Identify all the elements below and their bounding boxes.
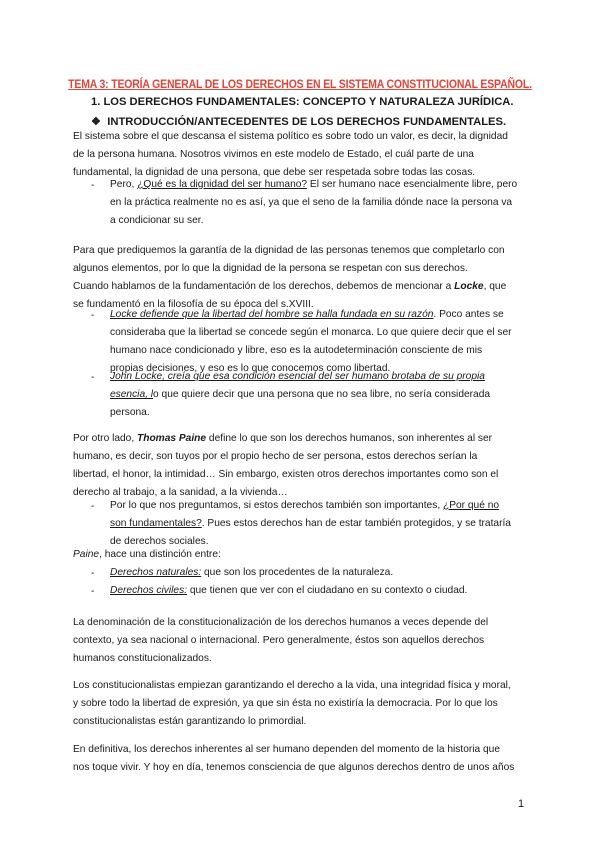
paragraph-paine: Por otro lado, Thomas Paine define lo que son los derechos humanos, son inherentes al ser humano, es decir, son tuyos por el propio hecho de ser persona, estos derechos serían la libertad, el honor, la intimidad… Sin embargo, existen otros derechos importantes como son el derecho al trabajo, a la sanidad, a la vivienda… <box>73 433 499 498</box>
dash-bullet: - <box>91 586 95 597</box>
bullet-locke-freedom: Locke defiende que la libertad del hombre se halla fundada en su razón. Poco antes se consideraba que la libertad se concede según el monarca. Lo que quiere decir que el ser humano nace condicionado y libre, eso es la autodeterminación consciente de mis propias decisiones, y eso es lo que conocemos como libertad. <box>110 309 512 374</box>
paragraph-1: El sistema sobre el que descansa el sistema político es sobre todo un valor, es decir, la dignidad de la persona humana. Nosotros vivimos en este modelo de Estado, el cuál parte de una fundamental, la dignidad de una persona, que debe ser respetada sobre todas las cosas. <box>73 131 508 178</box>
bullet-locke-essence: John Locke, creía que esa condición esencial del ser humano brotaba de su propia esencia, lo que quiere decir que una persona que no sea libre, no sería considerada persona. <box>110 371 491 418</box>
dash-bullet: - <box>91 372 95 383</box>
paragraph-constitutionalization: La denominación de la constitucionalización de los derechos humanos a veces depende del contexto, ya sea nacional o internacional. Pero generalmente, éstos son aquellos derechos humanos constitucionalizados. <box>73 617 489 664</box>
dash-bullet: - <box>91 568 95 579</box>
dash-bullet: - <box>91 180 95 191</box>
bullet-natural-rights: Derechos naturales: que son los procedentes de la naturaleza. <box>110 567 394 578</box>
heading-2-text: INTRODUCCIÓN/ANTECEDENTES DE LOS DERECHOS FUNDAMENTALES. <box>107 116 507 128</box>
bullet-fundamental-question: Por lo que nos preguntamos, si estos derechos también son importantes, ¿Por qué no son fundamentales?. Pues estos derechos han de estar también protegidos, y se trataría de derechos sociales. <box>110 500 511 547</box>
dash-bullet: - <box>91 310 95 321</box>
bullet-dignity: Pero, ¿Qué es la dignidad del ser humano? El ser humano nace esencialmente libre, pero en la práctica realmente no es así, ya que el seno de la familia dónde nace la persona va a condicionar su ser. <box>110 179 518 226</box>
section-heading-2 <box>91 115 506 128</box>
page-number: 1 <box>518 798 525 810</box>
bullet-civil-rights: Derechos civiles: que tienen que ver con el ciudadano en su contexto o ciudad. <box>110 585 468 596</box>
paragraph-conclusion: En definitiva, los derechos inherentes al ser humano dependen del momento de la historia que nos toque vivir. Y hoy en día, tenemos consciencia de que algunos derechos dentro de unos años <box>73 744 515 773</box>
locke-quote: Locke defiende que la libertad del hombre se halla fundada en su razón <box>110 309 434 320</box>
paragraph-2: Para que prediquemos la garantía de la dignidad de las personas tenemos que completarlo con algunos elementos, por lo que la dignidad de la persona se respetan con sus derechos. Cuando hablamos de la fundamentación de los derechos, debemos de mencionar a Locke, que se fundamentó en la filosofía de su época del s.XVIII. <box>73 245 507 310</box>
diamond-bullet-icon: ❖ <box>91 116 102 128</box>
locke-name: Locke <box>454 281 484 292</box>
section-heading-1: 1. LOS DERECHOS FUNDAMENTALES: CONCEPTO Y NATURALEZA JURÍDICA. <box>91 96 514 108</box>
dash-bullet: - <box>91 501 95 512</box>
document-title: TEMA 3: TEORÍA GENERAL DE LOS DERECHOS EN EL SISTEMA CONSTITUCIONAL ESPAÑOL. <box>68 77 532 91</box>
paine-name: Thomas Paine <box>137 433 207 444</box>
paragraph-distinction: Paine, hace una distinción entre: <box>73 549 221 560</box>
dignity-question: ¿Qué es la dignidad del ser humano? <box>137 179 308 190</box>
paragraph-constitutionalists: Los constitucionalistas empiezan garantizando el derecho a la vida, una integridad física y moral, y sobre todo la libertad de expresión, ya que sin ésta no existiría la democracia. Por lo que los constitucionalistas están garantizando lo primordial. <box>73 680 511 727</box>
